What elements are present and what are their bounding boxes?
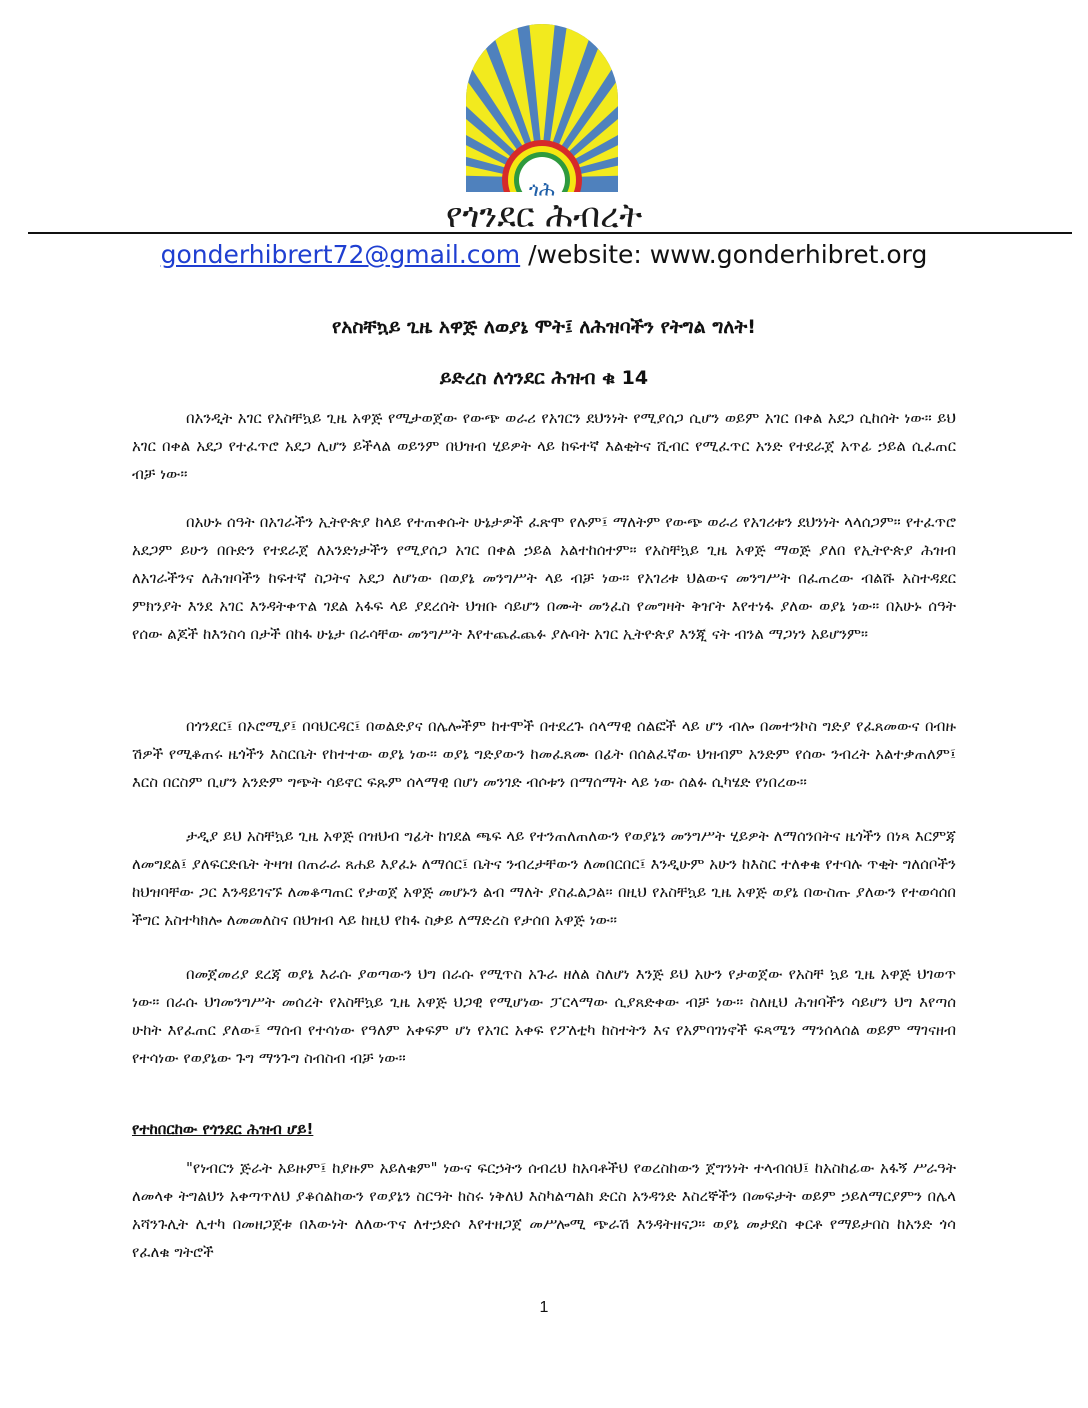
organization-name: የጎንደር ሕብረት bbox=[445, 196, 643, 236]
section-heading: የተከበርከው የጎንደር ሕዝብ ሆይ! bbox=[132, 1120, 314, 1138]
paragraph: በአሁኑ ሰዓት በአገራችን ኢትዮጵያ ከላይ የተጠቀሱት ሁኔታዎች ፈጽሞ የሉም፤ ማለትም የውጭ ወራሪ የአገሪቱን ደህንነት ላላሰጋም። የተፈጥሮ አደጋም ይሁን በቡድን የተደራጀ ለአንድነታችን የሚያሰጋ አገር በቀል ኃይል አልተከሰተም። የአስቸኳይ ጊዜ አዋጅ ማወጅ ያለበ የኢትዮጵያ ሕዝብ ለአገራችንና ለሕዝባችን ከፍተኛ ስጋትና አደጋ ለሆነው በወያኔ መንግሥት ላይ ብቻ ነው። የአገሪቱ ህልውና መንግሥት በፈጠረው ብልሹ አስተዳደር ምክንያት እንደ አገር እንዳትቀጥል ገደል አፋፍ ላይ ያደረሰት ህዝቡ ሳይሆን በሙት መንፈስ የመግዛት ቅዠት እየተነፋ ያለው ወያኔ ነው። በአሁኑ ሰዓት የሰው ልጆች ከእንስሳ በታች በከፋ ሁኔታ በራሳቸው መንግሥት እየተጨፈጨፉ ያሉባት አገር ኢትዮጵያ እንጂ ናት ብንል ማጋነን አይሆንም። bbox=[132, 513, 956, 643]
paragraph: በመጀመሪያ ደረጃ ወያኔ እራሱ ያወጣውን ህግ በራሱ የሚጥስ አጉራ ዘለል ስለሆነ እንጅ ይህ አሁን የታወጀው የአስቸ ኳይ ጊዜ አዋጅ ህገወጥ ነው። በራሱ ህገመንግሥት መሰረት የአስቸኳይ ጊዜ አዋጅ ህጋዊ የሚሆነው ፓርላማው ሲያጸድቀው ብቻ ነው። ስለዚህ ሕዝባችን ሳይሆን ህግ እየጣሰ ሁከት እየፈጠር ያለው፤ ማሰብ የተሳነው የዓለም አቀፍም ሆነ የአገር አቀፍ የፖለቲካ ከስተትን እና የአምባገነኖች ፍጻሜን ማንሰላሰል ወይም ማገናዘብ የተሳነው የወያኔው ጉግ ማንጉግ ስብስብ ብቻ ነው። bbox=[132, 965, 956, 1067]
logo-text: ጎሕ bbox=[528, 177, 556, 201]
website-label: /website: www.gonderhibret.org bbox=[520, 240, 928, 269]
header-divider bbox=[28, 232, 1072, 234]
paragraph: በጎንደር፤ በኦሮሚያ፤ በባህርዳር፤ በወልድያና በሌሎችም ከተሞች በተደረጉ ሰላማዊ ሰልፎች ላይ ሆን ብሎ በመተንኮስ ግድያ የፈጸመውና በብዙ ሽዎች የሚቆጠሩ ዜጎችን እስርቤት የከተተው ወያኔ ነው። ወያኔ ግድያውን ከመፈጸሙ በፊት በሰልፈኛው ህዝብም አንድም የሰው ንብረት አልተቃጠለም፤ እርስ በርስም ቢሆን አንድም ግጭት ሳይኖር ፍጹም ሰላማዊ በሆነ መንገድ ብሶቱን በማሰማት ላይ ነው ሰልፉ ሲካሄድ የነበረው። bbox=[132, 717, 956, 791]
paragraph: በአንዲት አገር የአስቸኳይ ጊዜ አዋጅ የሚታወጀው የውጭ ወራሪ የአገርን ደህንነት የሚያሰጋ ሲሆን ወይም አገር በቀል አደጋ ሲከሰት ነው። ይህ አገር በቀል አደጋ የተፈጥሮ አደጋ ሊሆን ይችላል ወይንም በህዝብ ሂይዎት ላይ ከፍተኛ እልቂትና ሺብር የሚፈጥር አንድ የተደራጀ አጥፊ ኃይል ሲፈጠር ብቻ ነው። bbox=[132, 409, 956, 483]
document-subtitle: ይድረስ ለጎንደር ሕዝብ ቁ 14 bbox=[439, 367, 649, 389]
page-number: 1 bbox=[539, 1299, 549, 1316]
contact-line bbox=[0, 238, 1088, 272]
document-title: የአስቸኳይ ጊዜ አዋጅ ለወያኔ ሞት፤ ለሕዝባችን የትግል ግለት! bbox=[332, 316, 756, 338]
paragraph: "የነብርን ጅራት አይዙም፤ ከያዙም አይለቁም" ነውና ፍርኃትን ሰብረህ ከአባቶችህ የወረስከውን ጀግንነት ተላብሰህ፤ ከአስከፊው አፋኝ ሥራዓት ለመላቀ ትግልህን አቀጣጥለህ ያቆሰልከውን የወያኔን ስርዓት ከስሩ ነቅለህ እስካልጣልክ ድርስ አንዳንድ እስረኞችን በመፍታት ወይም ኃይለማርያምን በሌላ አሻንጉሊት ሊተካ በመዘጋጀቱ በእውነት ለለውጥና ለተኃድሶ እየተዘጋጀ መሥሎሚ ጭራሽ እንዳትዘናጋ። ወያኔ መታደስ ቀርቶ የማይታበስ ከአንድ ጎሳ የፈለቁ ግትሮች bbox=[132, 1159, 956, 1261]
gondar-hibret-logo bbox=[454, 8, 630, 204]
paragraph: ታዲያ ይህ አስቸኳይ ጊዜ አዋጅ በዝህብ ግፊት ከገደል ጫፍ ላይ የተንጠለጠለውን የወያኔን መንግሥት ሂይዎት ለማሰንበትና ዜጎችን በነጻ እርምጃ ለመግደል፤ ያለፍርድቤት ትዛዝ በጠራራ ጸሐይ እያፈኑ ለማሰር፤ ቤትና ንብረታቸውን ለመበርበር፤ እንዲሁም አሁን ከእስር ተለቀቁ የተባሉ ጥቂት ግለሰቦችን ከህዝባቸው ጋር እንዳይገናኙ ለመቆጣጠር የታወጀ አዋጅ መሆኑን ልብ ማለት ያስፈልጋል። በዚህ የአስቸኳይ ጊዜ አዋጅ ወያኔ በውስጡ ያለውን የተወሳሰበ ችግር አስተካክሎ ለመመለስና በህዝብ ላይ ከዚህ የከፋ ስቃይ ለማድረስ የታሰበ አዋጅ ነው። bbox=[132, 827, 956, 929]
email-link[interactable]: gonderhibrert72@gmail.com bbox=[160, 240, 521, 269]
